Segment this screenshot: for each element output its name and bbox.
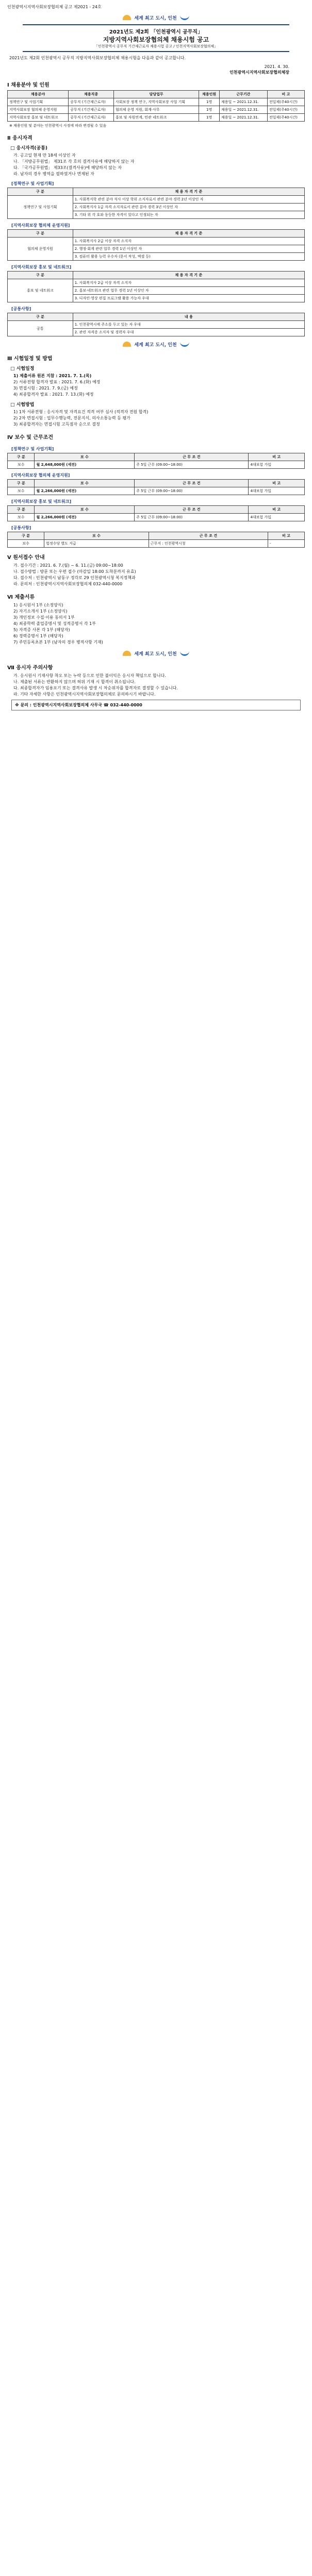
th: 보 수 [35,480,135,487]
cell: 2. 행정·회계 관련 업무 경력 1년 이상인 자 [73,245,304,253]
cell: 3. 컴퓨터 활용 능력 우수자 (문서 작성, 엑셀 등) [73,253,304,261]
cell: 주 5일 근무 (09:00~18:00) [135,461,249,469]
cell: 3. 기타 위 각 호와 동등한 자격이 있다고 인정되는 자 [73,211,304,219]
cell: 사회보장 정책 연구, 지역사회보장 사업 기획 [114,98,199,106]
cell: 전일제(주40시간) [267,106,304,114]
cell: 공통 [8,321,73,336]
pay-tag-2: [지역사회보장 홍보 및 네트워크] [11,499,72,504]
date-line: 2021. 4. 30. [264,64,289,69]
slogan-banner-3 [7,649,305,658]
th: 근 무 조 건 [135,506,249,514]
th: 근 무 조 건 [135,480,249,487]
common-title: □ 응시자격(공통) [10,146,48,151]
section-heading-2: Ⅱ 응시자격 [7,135,32,141]
method-line: 2) 2차 면접시험 : 업무수행능력, 전문지식, 의사소통능력 등 평가 [13,416,130,420]
th-1: 채용직종 [69,91,114,98]
th: 구 분 [8,230,73,238]
cell: 주 5일 근무 (09:00~18:00) [135,487,249,495]
pay-tag-1: [지역사회보장 협의체 운영지원] [11,473,70,478]
th: 보 수 [35,506,135,514]
slogan-banner [7,13,305,22]
common-line: 다. 「국가공무원법」 제33조(결격사유)에 해당하지 않는 자 [13,165,122,170]
cell: 4대보험 가입 [249,461,305,469]
doc-line: 2) 자기소개서 1부 (소정양식) [13,609,68,614]
th-4: 근무기간 [219,91,267,98]
cell: 협의체 운영지원 [8,238,73,261]
req-table-0 [7,188,305,219]
th: 구 분 [8,532,44,540]
cell: 보수 [8,514,35,521]
cell: 주 5일 근무 (09:00~18:00) [135,514,249,521]
th: 구 분 [8,188,73,196]
cell: 정책연구 및 사업기획 [8,98,69,106]
cell: 근무지 : 인천광역시청 [149,540,268,548]
cell: 보수 [8,461,35,469]
cell: 1. 사회복지학 관련 분야 석사 이상 학위 소지자로서 관련 분야 경력 2년 이상인 자 [73,196,304,204]
method-line: 3) 최종합격자는 면접시험 고득점자 순으로 결정 [13,422,100,427]
cell: 1. 사회복지사 2급 이상 자격 소지자 [73,279,304,287]
table-row [8,114,305,122]
cell: 채용일 ~ 2021.12.31. [219,98,267,106]
pay-tag-3: [공통사항] [11,526,31,530]
cell: 채용일 ~ 2021.12.31. [219,106,267,114]
req-table-2 [7,271,305,302]
doc-line: 7) 주민등록초본 1부 (남자의 경우 병적사항 기재) [13,640,103,645]
section-heading-1: Ⅰ 채용분야 및 인원 [7,82,50,88]
schedule-line: 1) 제출서류 원본 지참 : 2021. 7. 1.(목) [13,374,92,378]
sun-icon [123,651,131,656]
th-2: 담당업무 [114,91,199,98]
th: 채 용 자 격 기 준 [73,272,304,279]
th: 보 수 [44,532,149,540]
th: 내 용 [73,313,304,321]
issuer: 인천광역시지역사회보장협의체장 [229,70,289,75]
th-3: 채용인원 [199,91,220,98]
th: 비 고 [249,453,305,461]
cat-tag-2: [지역사회보장 홍보 및 네트워크] [11,265,72,269]
cell: 지역사회보장 협의체 운영지원 [8,106,69,114]
cat-tag-3: [공통사항] [11,307,31,311]
sun-icon [123,342,131,347]
title-line3: 「인천광역시 공무직 기간제근로자 채용시험 공고 / 인천지역사회보장협의체」 [94,44,218,48]
cell: 월 2,266,000원 (세전) [35,487,135,495]
cat-tag-1: [지역사회보장 협의체 운영지원] [11,223,70,228]
top-line: 인천광역시지역사회보장협의체 공고 제2021 - 24호 [7,5,102,9]
cell: 월 2,648,000원 (세전) [35,461,135,469]
method-line: 1) 1차 서류전형 : 응시자격 및 자격요건 적격 여부 심사 (적격자 전원 합격) [13,410,149,414]
table-row [8,196,305,204]
slogan-repeat-2: 세계 최고 도시, 인천 [134,651,177,657]
table-row [8,238,305,245]
cell: 1명 [199,114,220,122]
note-line: 다. 최종합격자가 임용포기 또는 결격사유 발생 시 차순위자를 합격자로 결정할 수 있습니다. [13,686,178,690]
schedule-line: 3) 면접시험 : 2021. 7. 9.(금) 예정 [13,386,78,391]
pay-table-0 [7,453,305,469]
doc-line: 3) 개인정보 수집·이용 동의서 1부 [13,615,75,620]
slogan: 세계 최고 도시, 인천 [134,15,177,21]
th: 비 고 [249,506,305,514]
slogan-repeat: 세계 최고 도시, 인천 [134,342,177,348]
section-heading-6: Ⅵ 제출서류 [7,595,35,600]
table-row [8,321,305,329]
th: 채 용 자 격 기 준 [73,230,304,238]
schedule-title: □ 시험일정 [10,366,35,371]
section-heading-3: Ⅲ 시험일정 및 방법 [7,356,53,362]
note-line: 나. 제출된 서류는 반환하지 않으며 허위 기재 시 합격이 취소됩니다. [13,680,136,684]
cell: 전일제(주40시간) [267,114,304,122]
method-title: □ 시험방법 [10,402,35,408]
th: 구 분 [8,506,35,514]
common-line: 라. 남자의 경우 병역을 필하였거나 면제된 자 [13,172,94,176]
cell: 공무직 (기간제근로자) [69,114,114,122]
section-heading-7: Ⅶ 응시자 주의사항 [7,665,53,671]
table-row [8,98,305,106]
schedule-line: 2) 서류전형 합격자 발표 : 2021. 7. 6.(화) 예정 [13,380,101,384]
table-row [8,540,305,548]
th: 채 용 자 격 기 준 [73,188,304,196]
wave-icon [180,651,189,656]
contact-box: ※ 문의 : 인천광역시지역사회보장협의체 사무국 ☎ 032-440-0000 [11,700,301,710]
section-heading-5: Ⅴ 원서접수 안내 [7,555,45,561]
doc-line: 4) 최종학력 졸업증명서 및 성적증명서 각 1부 [13,621,96,626]
th: 구 분 [8,272,73,279]
cell: 홍보 및 네트워크 [8,279,73,302]
apply-line: 라. 문의처 : 인천광역시지역사회보장협의체 032-440-0000 [13,582,123,586]
table-row [8,461,305,469]
schedule-line: 4) 최종합격자 발표 : 2021. 7. 13.(화) 예정 [13,392,94,397]
th: 구 분 [8,453,35,461]
cell: 월 2,266,000원 (세전) [35,514,135,521]
table-note: ※ 채용인원 및 분야는 인천광역시 사정에 따라 변경될 수 있음 [9,124,107,128]
cell: 공무직 (기간제근로자) [69,98,114,106]
table-row [8,514,305,521]
cell: 1. 인천광역시에 주소를 두고 있는 자 우대 [73,321,304,329]
apply-line: 가. 접수기간 : 2021. 6. 7.(월) ~ 6. 11.(금) 09:00~18:00 [13,563,123,568]
cell: - [268,540,304,548]
cell: 1명 [199,106,220,114]
common-line: 가. 공고일 현재 만 18세 이상인 자 [13,153,76,158]
cell: 2. 사회복지사 1급 자격 소지자로서 관련 분야 경력 3년 이상인 자 [73,204,304,211]
table-row [8,279,305,287]
th: 근 무 조 건 [149,532,268,540]
cell: 1. 사회복지사 2급 이상 자격 소지자 [73,238,304,245]
cell: 보수 [8,540,44,548]
th-0: 채용분야 [8,91,69,98]
cell: 2. 홍보·네트워크 관련 업무 경력 1년 이상인 자 [73,287,304,295]
slogan-banner-2 [7,340,305,349]
apply-line: 나. 접수방법 : 방문 또는 우편 접수 (마감일 18:00 도착분까지 유효) [13,569,136,574]
cell: 보수 [8,487,35,495]
title-box [23,24,289,52]
req-table-3 [7,313,305,336]
cell: 4대보험 가입 [249,514,305,521]
pay-table-2 [7,505,305,521]
wave-icon [180,342,189,347]
note-line: 라. 기타 자세한 사항은 인천광역시지역사회보장협의체로 문의하시기 바랍니다. [13,692,156,697]
pay-table-1 [7,479,305,495]
cell: 정책연구 및 사업기획 [8,196,73,219]
pay-table-3 [7,532,305,548]
section-heading-4: Ⅳ 보수 및 근무조건 [7,435,54,440]
pay-tag-0: [정책연구 및 사업기획] [11,447,54,451]
cell: 채용일 ~ 2021.12.31. [219,114,267,122]
doc-line: 5) 자격증 사본 각 1부 (해당자) [13,628,70,632]
doc-line: 6) 경력증명서 1부 (해당자) [13,634,63,638]
cat-tag-0: [정책연구 및 사업기획] [11,181,54,186]
cell: 3. 디자인·영상 편집 프로그램 활용 가능자 우대 [73,295,304,302]
th: 구 분 [8,480,35,487]
intro-text: 2021년도 제2회 인천광역시 공무직 지방지역사회보장협의체 채용시험을 다음과 같이 공고합니다. [9,56,186,60]
th: 보 수 [35,453,135,461]
title-line1: 2021년도 제2회 「인천광역시 공무직」 [109,29,203,35]
cell: 법정수당 별도 지급 [44,540,149,548]
cell: 2. 관련 자격증 소지자 및 경력자 우대 [73,329,304,336]
table-row [8,106,305,114]
th: 비 고 [268,532,304,540]
apply-line: 다. 접수처 : 인천광역시 남동구 정각로 29 인천광역시청 복지정책과 [13,575,136,580]
req-table-1 [7,229,305,261]
cell: 공무직 (기간제근로자) [69,106,114,114]
cell: 전일제(주40시간) [267,98,304,106]
cell: 홍보 및 자원연계, 민관 네트워크 [114,114,199,122]
th-5: 비 고 [267,91,304,98]
th: 근 무 조 건 [135,453,249,461]
doc-line: 1) 응시원서 1부 (소정양식) [13,603,63,607]
wave-icon [180,15,189,20]
recruit-table [7,90,305,122]
th: 비 고 [249,480,305,487]
cell: 4대보험 가입 [249,487,305,495]
title-line2: 지방지역사회보장협의체 채용시험 공고 [103,36,209,43]
table-row [8,487,305,495]
th: 구 분 [8,313,73,321]
note-line: 가. 응시원서 기재사항 착오 또는 누락 등으로 인한 불이익은 응시자 책임으로 합니다. [13,673,166,678]
cell: 협의체 운영 지원, 회계·사무 [114,106,199,114]
common-line: 나. 「지방공무원법」 제31조 각 호의 결격사유에 해당하지 않는 자 [13,159,135,164]
sun-icon [123,15,131,20]
cell: 지역사회보장 홍보 및 네트워크 [8,114,69,122]
cell: 1명 [199,98,220,106]
